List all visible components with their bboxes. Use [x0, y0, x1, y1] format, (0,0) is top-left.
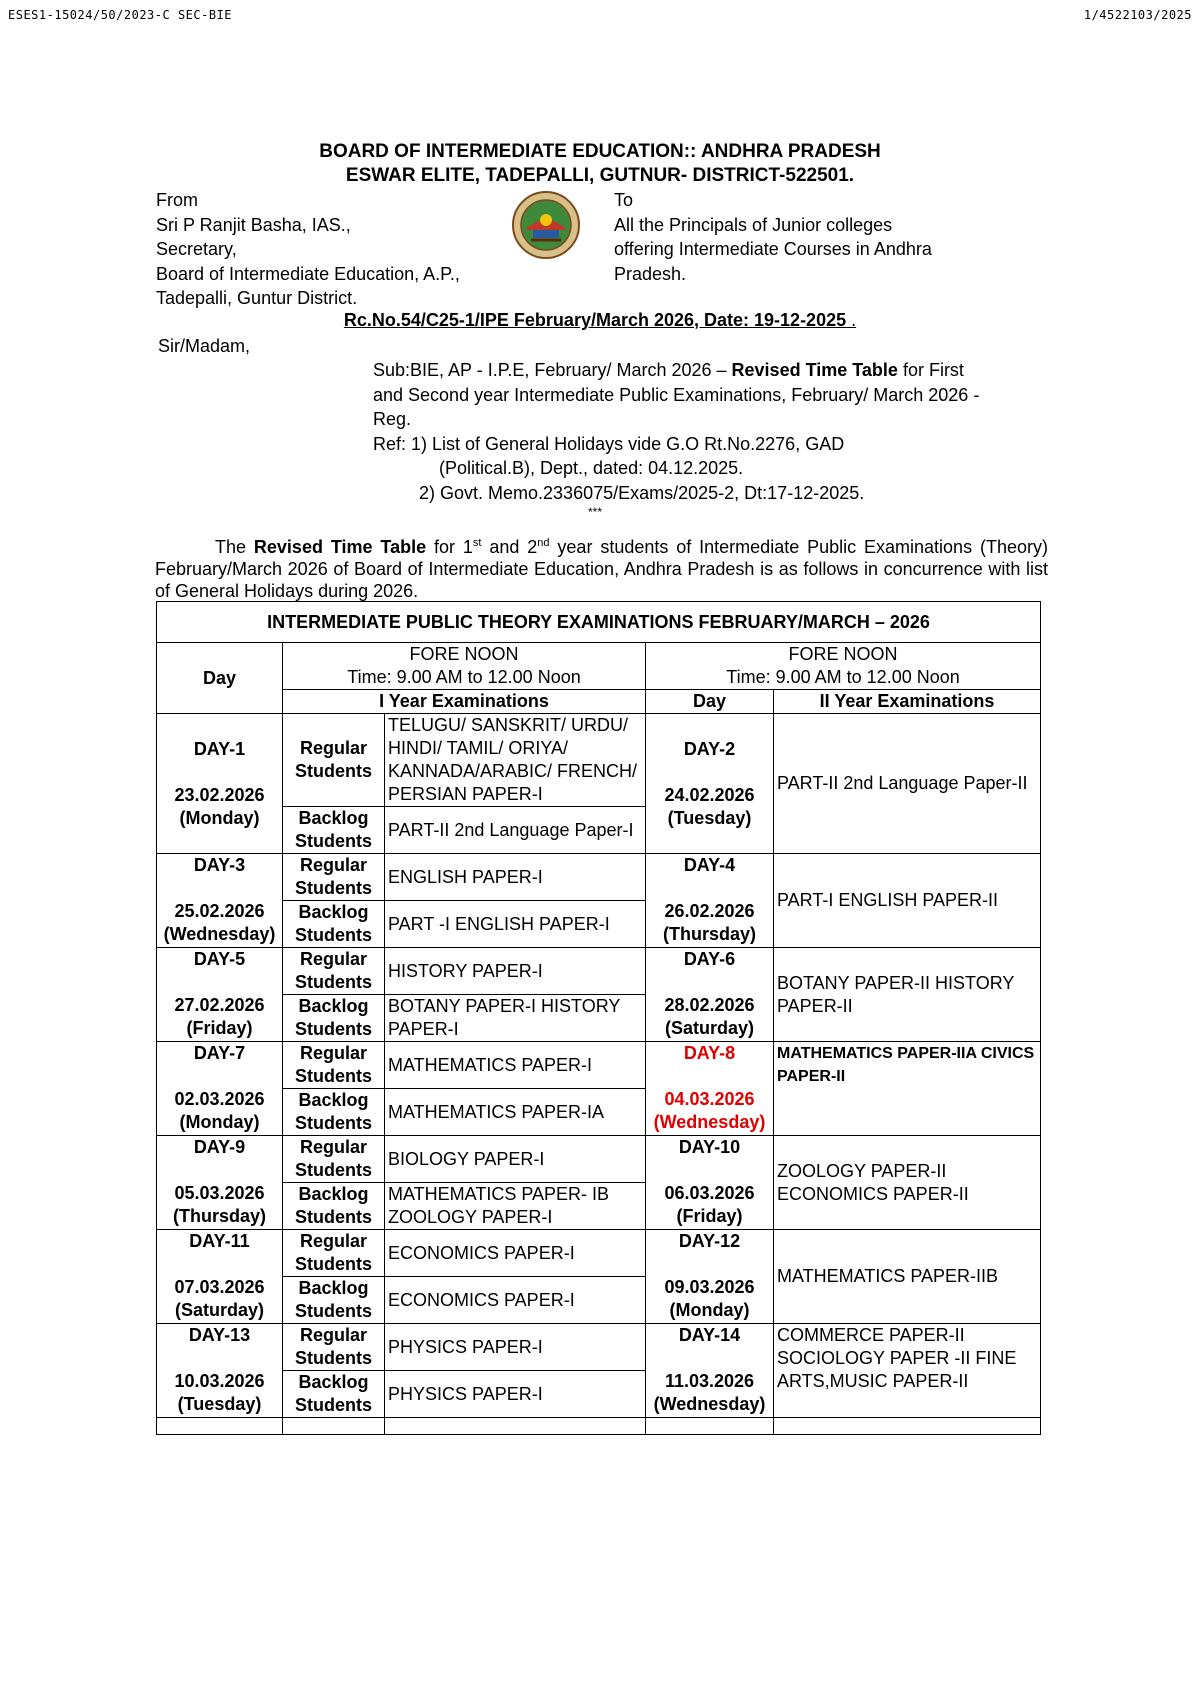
day-column-header: Day [157, 643, 283, 714]
second-year-day: DAY-12 09.03.2026 (Monday) [646, 1230, 774, 1324]
second-year-exam: MATHEMATICS PAPER-IIA CIVICS PAPER-II [774, 1042, 1041, 1136]
to-block [614, 188, 994, 286]
backlog-students-label: Backlog Students [283, 995, 385, 1042]
table-row [157, 1230, 1041, 1277]
day-column-header-2: Day [646, 690, 774, 714]
table-row [157, 948, 1041, 995]
regular-students-label: Regular Students [283, 1042, 385, 1089]
backlog-exam: MATHEMATICS PAPER- IB ZOOLOGY PAPER-I [385, 1183, 646, 1230]
first-year-day: DAY-9 05.03.2026 (Thursday) [157, 1136, 283, 1230]
regular-exam: ECONOMICS PAPER-I [385, 1230, 646, 1277]
table-row [157, 714, 1041, 807]
backlog-students-label: Backlog Students [283, 807, 385, 854]
second-year-day: DAY-2 24.02.2026 (Tuesday) [646, 714, 774, 854]
from-line: From [156, 190, 198, 210]
session-header-first-year: FORE NOON Time: 9.00 AM to 12.00 Noon [283, 643, 646, 690]
second-year-exam: MATHEMATICS PAPER-IIB [774, 1230, 1041, 1324]
from-line: Tadepalli, Guntur District. [156, 288, 358, 308]
second-year-exam: BOTANY PAPER-II HISTORY PAPER-II [774, 948, 1041, 1042]
regular-exam: BIOLOGY PAPER-I [385, 1136, 646, 1183]
regular-exam: TELUGU/ SANSKRIT/ URDU/ HINDI/ TAMIL/ ORIYA/ KANNADA/ARABIC/ FRENCH/ PERSIAN PAPER-I [385, 714, 646, 807]
file-reference-left: ESES1-15024/50/2023-C SEC-BIE [8, 8, 233, 22]
backlog-exam: PART-II 2nd Language Paper-I [385, 807, 646, 854]
backlog-exam: PART -I ENGLISH PAPER-I [385, 901, 646, 948]
backlog-exam: MATHEMATICS PAPER-IA [385, 1089, 646, 1136]
second-year-exam: PART-I ENGLISH PAPER-II [774, 854, 1041, 948]
table-row [157, 1136, 1041, 1183]
first-year-day: DAY-3 25.02.2026 (Wednesday) [157, 854, 283, 948]
second-year-day-revised: DAY-8 04.03.2026 (Wednesday) [646, 1042, 774, 1136]
second-year-day: DAY-10 06.03.2026 (Friday) [646, 1136, 774, 1230]
regular-students-label: Regular Students [283, 948, 385, 995]
backlog-exam: BOTANY PAPER-I HISTORY PAPER-I [385, 995, 646, 1042]
table-row [157, 1324, 1041, 1371]
to-line: Pradesh. [614, 263, 687, 284]
regular-students-label: Regular Students [283, 1230, 385, 1277]
to-line: offering Intermediate Courses in Andhra [614, 239, 932, 259]
from-line: Board of Intermediate Education, A.P., [156, 263, 460, 284]
regular-students-label: Regular Students [283, 1136, 385, 1183]
from-line: Secretary, [156, 239, 237, 259]
table-caption: INTERMEDIATE PUBLIC THEORY EXAMINATIONS FEBRUARY/MARCH – 2026 [157, 602, 1041, 643]
first-year-day: DAY-11 07.03.2026 (Saturday) [157, 1230, 283, 1324]
second-year-exam: ZOOLOGY PAPER-II ECONOMICS PAPER-II [774, 1136, 1041, 1230]
first-year-header: I Year Examinations [283, 690, 646, 714]
board-title: BOARD OF INTERMEDIATE EDUCATION:: ANDHRA PRADESH [319, 141, 881, 162]
file-reference-right: 1/4522103/2025 [1083, 8, 1192, 22]
second-year-exam: PART-II 2nd Language Paper-II [774, 714, 1041, 854]
second-year-header: II Year Examinations [774, 690, 1041, 714]
table-row [157, 1042, 1041, 1089]
from-block [156, 188, 460, 311]
regular-students-label: Regular Students [283, 854, 385, 901]
reference-number: Rc.No.54/C25-1/IPE February/March 2026, Date: 19-12-2025 . [343, 310, 857, 330]
second-year-day: DAY-6 28.02.2026 (Saturday) [646, 948, 774, 1042]
regular-students-label: Regular Students [283, 714, 385, 807]
exam-timetable [156, 601, 1041, 1435]
backlog-students-label: Backlog Students [283, 901, 385, 948]
backlog-exam: PHYSICS PAPER-I [385, 1371, 646, 1418]
first-year-day: DAY-1 23.02.2026 (Monday) [157, 714, 283, 854]
second-year-exam: COMMERCE PAPER-II SOCIOLOGY PAPER -II FINE ARTS,MUSIC PAPER-II [774, 1324, 1041, 1418]
backlog-students-label: Backlog Students [283, 1183, 385, 1230]
first-year-day: DAY-13 10.03.2026 (Tuesday) [157, 1324, 283, 1418]
to-line: To [614, 190, 634, 210]
table-row [157, 854, 1041, 901]
backlog-students-label: Backlog Students [283, 1371, 385, 1418]
first-year-day: DAY-7 02.03.2026 (Monday) [157, 1042, 283, 1136]
table-continuation-row [157, 1418, 1041, 1435]
intro-paragraph: The Revised Time Table for 1st and 2nd year students of Intermediate Public Examinations (Theory) February/March 2026 of Board of Intermediate Education, Andhra Pradesh is as follows in concurrence with list of General Holidays during 2026. [155, 537, 1048, 601]
regular-exam: MATHEMATICS PAPER-I [385, 1042, 646, 1089]
regular-exam: ENGLISH PAPER-I [385, 854, 646, 901]
backlog-exam: ECONOMICS PAPER-I [385, 1277, 646, 1324]
regular-students-label: Regular Students [283, 1324, 385, 1371]
board-emblem-icon [511, 190, 581, 260]
regular-exam: PHYSICS PAPER-I [385, 1324, 646, 1371]
regular-exam: HISTORY PAPER-I [385, 948, 646, 995]
to-line: All the Principals of Junior colleges [614, 214, 893, 235]
first-year-day: DAY-5 27.02.2026 (Friday) [157, 948, 283, 1042]
backlog-students-label: Backlog Students [283, 1277, 385, 1324]
from-line: Sri P Ranjit Basha, IAS., [156, 214, 351, 235]
board-address: ESWAR ELITE, TADEPALLI, GUTNUR- DISTRICT-522501. [345, 165, 855, 186]
salutation: Sir/Madam, [158, 336, 251, 356]
second-year-day: DAY-4 26.02.2026 (Thursday) [646, 854, 774, 948]
subject-block: Sub:BIE, AP - I.P.E, February/ March 2026 – Revised Time Table for First and Second year Intermediate Public Examinations, February/ March 2026 - Reg. Ref: 1) List of General Holidays vide G.O Rt.No.2276, GAD (Political.B), Dept., dated: 04.12.2025. 2) Govt. Memo.2336075/Exams/2025-2, Dt:17-12-2025. *** [373, 360, 980, 519]
second-year-day: DAY-14 11.03.2026 (Wednesday) [646, 1324, 774, 1418]
backlog-students-label: Backlog Students [283, 1089, 385, 1136]
session-header-second-year: FORE NOON Time: 9.00 AM to 12.00 Noon [646, 643, 1041, 690]
